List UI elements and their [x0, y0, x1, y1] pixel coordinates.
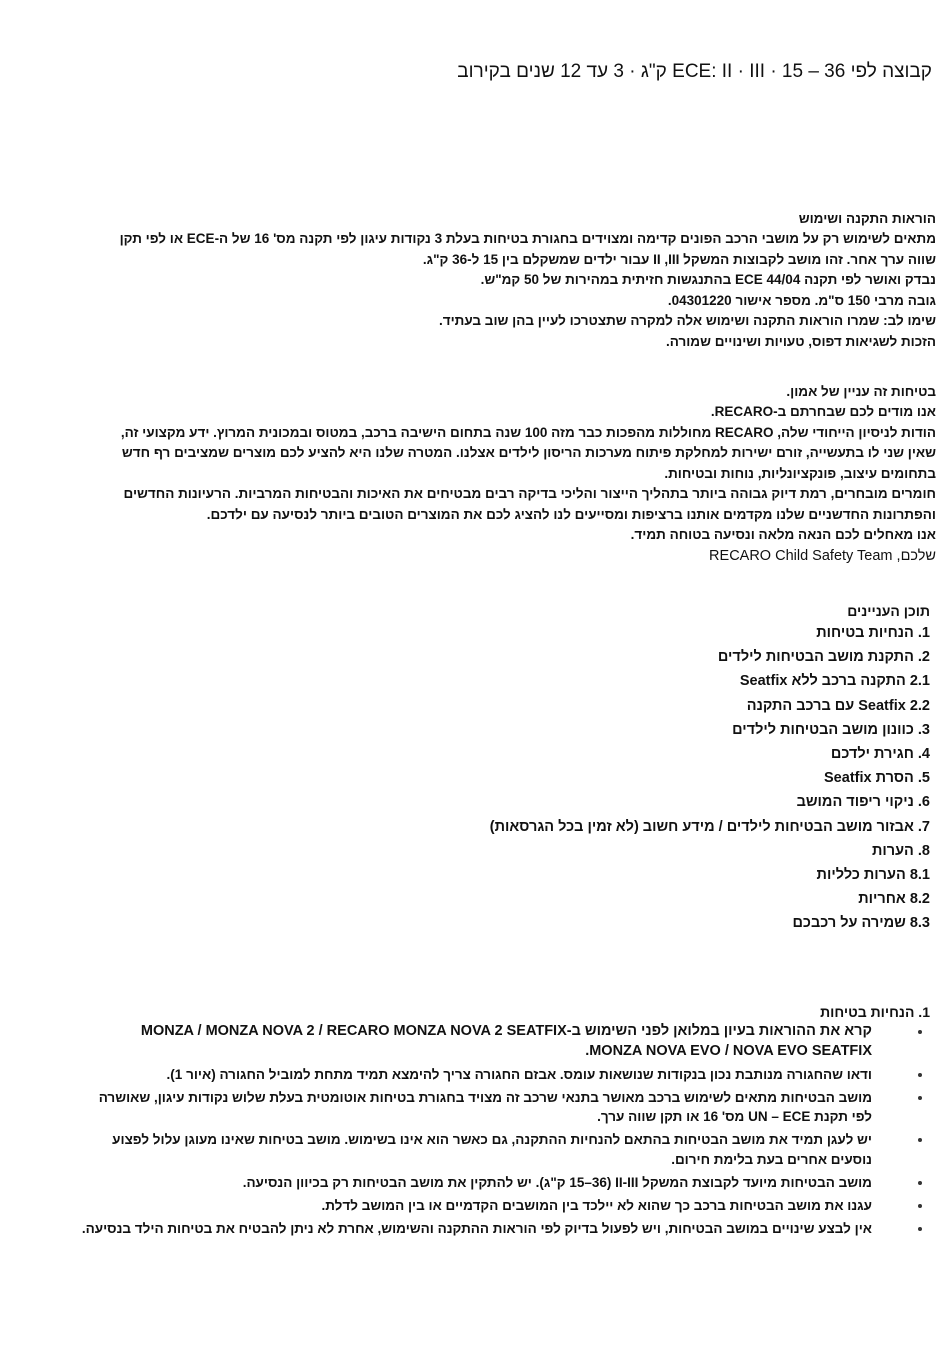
- bullet-line: MONZA NOVA EVO / NOVA EVO SEATFIX.: [585, 1042, 872, 1059]
- page-title: קבוצה לפי ECE: II · III · 15 – 36 ק"ג · 3 עד 12 שנים בקירוב: [457, 61, 932, 82]
- bullet-line: אין לבצע שינויים במושב הבטיחות, ויש לפעול בדיוק לפי הוראות ההתקנה והשימוש, אחרת לא ניתן להבטיח את בטיחות הילד בנסיעה.: [81, 1220, 872, 1236]
- bullet-line: עגנו את מושב הבטיחות ברכב כך שהוא לא יילכד בין המושבים הקדמיים או בין המושב לדלת.: [321, 1197, 872, 1213]
- welcome-heading: בטיחות זה עניין של אמון.: [786, 384, 936, 399]
- bullet-dot-icon: [918, 1096, 922, 1100]
- bullet-dot-icon: [918, 1073, 922, 1077]
- installation-line: שווה ערך אחר. זהו מושב לקבוצות המשקל II ,III עבור ילדים שמשקלם בין 15 ל-36 ק"ג.: [422, 251, 936, 267]
- toc-heading: תוכן העניינים: [847, 603, 930, 619]
- bullet-line: קרא את ההוראות בעיון במלואן לפני השימוש ב-MONZA / MONZA NOVA 2 / RECARO MONZA NOVA 2 SEATFIX: [140, 1023, 872, 1039]
- welcome-line: הודות לניסיון הייחודי שלה, RECARO מחוללות מהפכות כבר מזה 100 שנה בתחום הישיבה ברכב, במטוס ובמכונית המרוץ. ידע מקצועי זה,: [120, 424, 936, 440]
- installation-instructions-section: [14, 209, 936, 352]
- bullet-dot-icon: [918, 1204, 922, 1208]
- safety-heading: 1. הנחיות בטיחות: [820, 1004, 930, 1020]
- bullet-line: נוסעים אחרים בעת בלימת חירום.: [671, 1151, 872, 1167]
- toc-item: 2.2 Seatfix עם ברכב התקנה: [746, 697, 930, 714]
- bullet-dot-icon: [918, 1181, 922, 1185]
- bullet-dot-icon: [918, 1138, 922, 1142]
- bullet-line: יש לעגן תמיד את מושב הבטיחות בהתאם להנחיות ההתקנה, גם כאשר הוא אינו בשימוש. מושב בטיחות שאינו מעוגן עלול לפצוע: [112, 1132, 872, 1147]
- safety-bullet: [15, 1088, 930, 1127]
- bullet-line: לפי תקנת UN – ECE מס' 16 או תקן שווה ערך.: [597, 1109, 872, 1124]
- toc-item: 5. הסרת Seatfix: [824, 770, 930, 787]
- toc-item: 8.1 הערות כלליות: [816, 867, 930, 884]
- installation-line: הזכות לשגיאות דפוס, טעויות ושינויים שמורה.: [665, 333, 936, 349]
- safety-bullet: [15, 1219, 930, 1239]
- installation-line: נבדק ואושר לפי תקנה ECE 44/04 בהתנגשות חזיתית במהירות של 50 קמ"ש.: [480, 272, 936, 287]
- toc-item: 3. כוונון מושב הבטיחות לילדים: [732, 721, 930, 738]
- bullet-line: מושב הבטיחות מתאים לשימוש ברכב מאושר בתנאי שרכב זה מצויד בחגורת בטיחות אוטומטית בעלת שלוש נקודות עיגון, שאושרה: [98, 1089, 872, 1105]
- toc-item: 1. הנחיות בטיחות: [816, 625, 930, 641]
- table-of-contents: [30, 601, 930, 936]
- installation-heading: הוראות התקנה ושימוש: [798, 211, 936, 226]
- welcome-line: אנו מודים לכם שבחרתם ב-RECARO.: [710, 404, 936, 419]
- safety-bullet: [15, 1022, 930, 1061]
- welcome-line: חומרים מובחרים, רמת דיוק גבוהה ביותר בתהליך הייצור והליכי בדיקה רבים מבטיחים את האיכות והבטיחות המרביות. הרעיונות החדשים: [123, 486, 936, 501]
- welcome-line: בתחומים עיצוב, פונקציונליות, נוחות ובטיחות.: [664, 465, 936, 481]
- welcome-line: אנו מאחלים לכם הנאה מלאה ונסיעה בטוחה תמיד.: [630, 527, 936, 542]
- bullet-dot-icon: [918, 1227, 922, 1231]
- safety-bullet: [15, 1196, 930, 1216]
- toc-item: 8. הערות: [871, 842, 930, 859]
- toc-item: 4. חגירת ילדכם: [830, 746, 930, 763]
- signature-line: שלכם, RECARO Child Safety Team: [709, 547, 936, 564]
- installation-line: מתאים לשימוש רק על מושבי הרכב הפונים קדימה ומצוידים בחגורת בטיחות בעלת 3 נקודות עיגון לפי תקנה מס' 16 של ה-ECE או לפי תקן: [119, 231, 936, 246]
- safety-bullet-list: [15, 1022, 930, 1238]
- bullet-dot-icon: [918, 1030, 922, 1034]
- toc-item: 8.3 שמירה על רכבכם: [792, 915, 930, 932]
- welcome-line: והפתרונות החדשניים שלנו מקדמים אותנו ברציפות ומסייעים לנו להציג לכם את המוצרים הטובים ביותר לנסיעה עם ילדכם.: [206, 506, 936, 522]
- installation-line: גובה מרבי 150 ס"מ. מספר אישור 04301220.: [667, 292, 936, 308]
- safety-bullet: [15, 1173, 930, 1193]
- toc-list: [30, 621, 930, 936]
- toc-item: 7. אבזור מושב הבטיחות לילדים / מידע חשוב (לא זמין בכל הגרסאות): [489, 818, 930, 835]
- toc-item: 2.1 התקנה ברכב ללא Seatfix: [739, 673, 930, 690]
- toc-item: 8.2 אחריות: [858, 891, 930, 908]
- welcome-line: שאין שני לו בתעשייה, זורם ישירות למחלקת פיתוח מערכות הריסון לילדים אצלנו. המטרה שלנו היא להציע לכם מוצרים שמציבים רף חדש: [121, 445, 936, 460]
- bullet-line: מושב הבטיחות מיועד לקבוצת המשקל II-III (15–36 ק"ג). יש להתקין את מושב הבטיחות רק בכיוון הנסיעה.: [242, 1174, 872, 1190]
- toc-item: 6. ניקוי ריפוד המושב: [796, 794, 930, 811]
- toc-item: 2. התקנת מושב הבטיחות לילדים: [717, 649, 930, 666]
- installation-line: שימו לב: שמרו הוראות התקנה ושימוש אלה למקרה שתצטרכו לעיין בהן שוב בעתיד.: [438, 313, 936, 328]
- bullet-line: ודאו שהחגורה מנותבת נכון בנקודות שנושאות עומס. אבזם החגורה צריך להימצא תמיד מתחת למוביל החגורה (איור 1).: [166, 1066, 872, 1082]
- safety-bullet: [15, 1130, 930, 1169]
- safety-bullet: [15, 1065, 930, 1085]
- welcome-section: [14, 382, 936, 566]
- safety-instructions-section: [15, 1002, 930, 1242]
